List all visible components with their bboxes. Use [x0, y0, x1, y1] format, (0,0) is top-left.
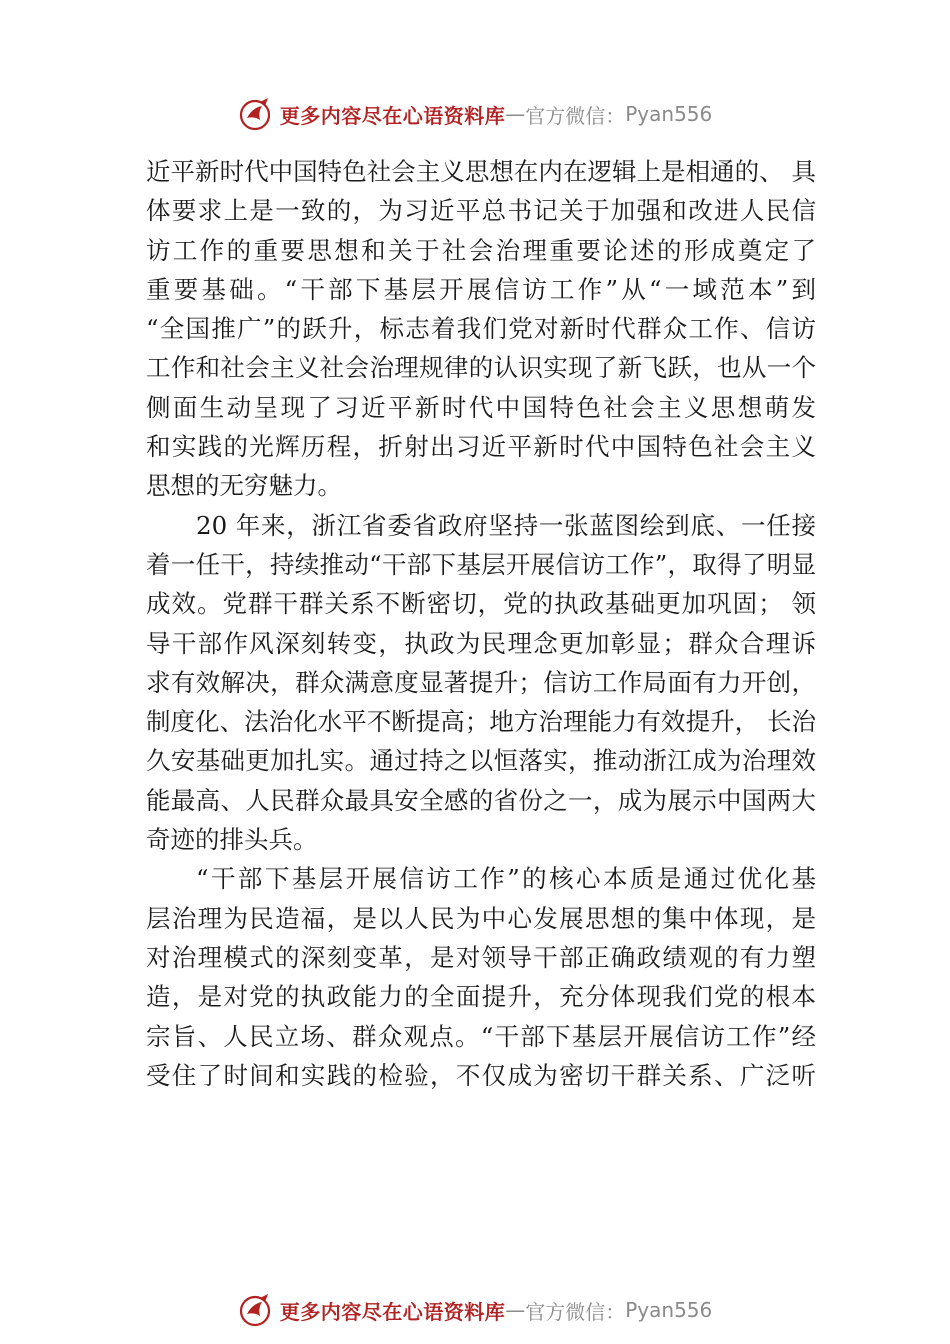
text-line: 制度化、法治化水平不断提高；地方治理能力有效提升， 长治 [146, 707, 816, 737]
text-line: 能最高、人民群众最具安全感的省份之一，成为展示中国两大 [146, 785, 816, 815]
paragraph-first-line: 20 年来，浙江省委省政府坚持一张蓝图绘到底、一任接 [196, 510, 816, 540]
header-banner [0, 94, 950, 134]
text-line: 奇迹的排头兵。 [146, 825, 318, 855]
paragraph-first-line: “干部下基层开展信访工作”的核心本质是通过优化基 [196, 864, 816, 894]
text-line: 求有效解决，群众满意度显著提升；信访工作局面有力开创， [146, 667, 816, 697]
text-line: 受住了时间和实践的检验，不仅成为密切干群关系、广泛听 [146, 1060, 816, 1090]
banner-contact-label: 官方微信： [525, 103, 626, 128]
brand-logo-icon [238, 1292, 274, 1328]
text-line: 工作和社会主义社会治理规律的认识实现了新飞跃，也从一个 [146, 353, 816, 383]
brand-logo-icon [238, 96, 274, 132]
text-line: 重要基础。“干部下基层开展信访工作”从“一域范本”到 [146, 274, 816, 304]
text-line: “全国推广”的跃升，标志着我们党对新时代群众工作、信访 [146, 314, 816, 344]
banner-contact-id: Pyan556 [625, 1298, 713, 1322]
text-line: 导干部作风深刻转变，执政为民理念更加彰显；群众合理诉 [146, 628, 816, 658]
text-line: 着一任干，持续推动“干部下基层开展信访工作”，取得了明显 [146, 549, 816, 579]
text-line: 体要求上是一致的，为习近平总书记关于加强和改进人民信 [146, 196, 816, 226]
banner-contact-id: Pyan556 [625, 102, 713, 126]
text-line: 久安基础更加扎实。通过持之以恒落实，推动浙江成为治理效 [146, 746, 816, 776]
banner-dash: — [505, 1298, 526, 1322]
banner-dash: — [505, 102, 526, 126]
banner-contact-label: 官方微信： [525, 1299, 626, 1324]
text-line: 对治理模式的深刻变革，是对领导干部正确政绩观的有力塑 [146, 942, 816, 972]
text-line: 层治理为民造福，是以人民为中心发展思想的集中体现，是 [146, 903, 816, 933]
footer-banner [0, 1290, 950, 1330]
document-body [146, 152, 816, 1095]
text-line: 近平新时代中国特色社会主义思想在内在逻辑上是相通的、 具 [146, 157, 816, 186]
text-line: 宗旨、人民立场、群众观点。“干部下基层开展信访工作”经 [146, 1021, 816, 1051]
text-line: 和实践的光辉历程，折射出习近平新时代中国特色社会主义 [146, 432, 816, 462]
text-line: 造，是对党的执政能力的全面提升，充分体现我们党的根本 [146, 982, 816, 1012]
text-line: 访工作的重要思想和关于社会治理重要论述的形成奠定了 [146, 235, 816, 265]
text-line: 思想的无穷魅力。 [146, 471, 342, 501]
text-line: 成效。党群干群关系不断密切，党的执政基础更加巩固； 领 [146, 589, 816, 619]
banner-title: 更多内容尽在心语资料库 [279, 1299, 506, 1324]
banner-title: 更多内容尽在心语资料库 [279, 103, 506, 128]
text-line: 侧面生动呈现了习近平新时代中国特色社会主义思想萌发 [146, 392, 816, 422]
